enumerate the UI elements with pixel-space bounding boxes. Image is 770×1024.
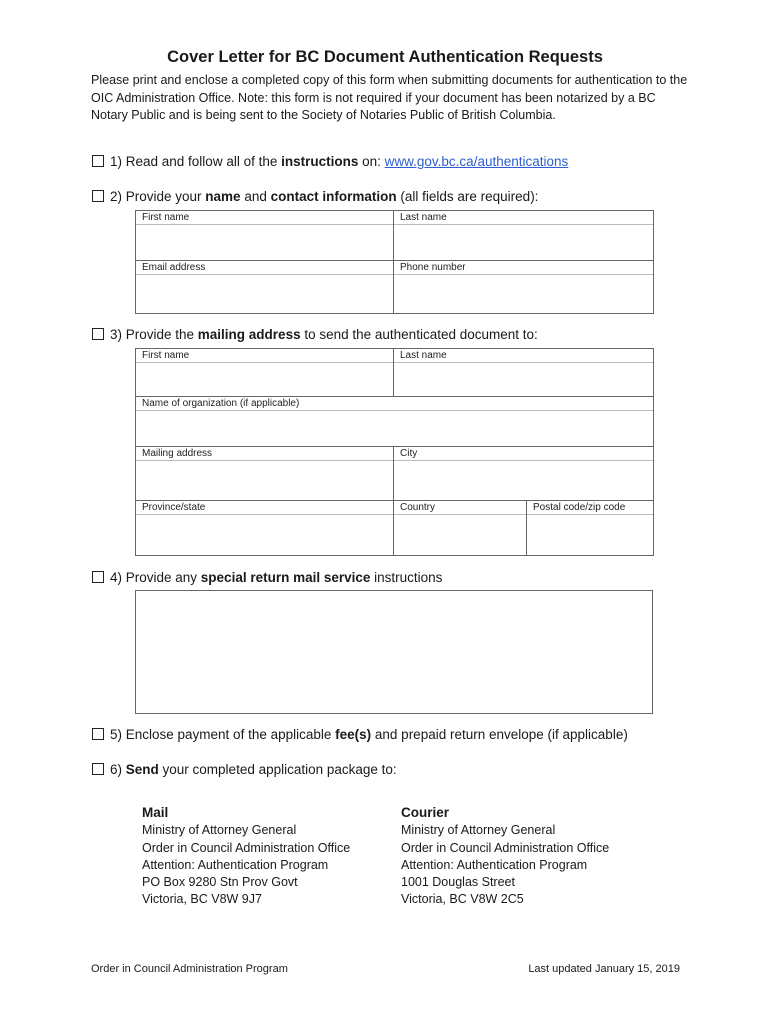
- step-4: [92, 570, 442, 585]
- mail-line: Order in Council Administration Office: [142, 840, 351, 855]
- mail-address-input[interactable]: [136, 461, 393, 483]
- mail-organization-input[interactable]: [136, 411, 653, 433]
- mail-organization-cell: [136, 397, 654, 447]
- step-2-bold-contact: contact information: [270, 189, 397, 204]
- contact-phone-label: Phone number: [394, 261, 653, 275]
- footer-right: Last updated January 15, 2019: [528, 963, 680, 975]
- contact-email-cell: [136, 261, 394, 314]
- step-5-checkbox[interactable]: [92, 728, 104, 740]
- mail-city-label: City: [394, 447, 653, 461]
- mail-country-cell: [394, 501, 527, 556]
- courier-line: Order in Council Administration Office: [401, 840, 610, 855]
- step-5-bold: fee(s): [335, 727, 372, 742]
- contact-first-name-input[interactable]: [136, 225, 393, 247]
- step-3-bold: mailing address: [197, 327, 301, 342]
- contact-info-table: [135, 210, 654, 314]
- contact-first-name-label: First name: [136, 211, 393, 225]
- mail-last-name-label: Last name: [394, 349, 653, 363]
- courier-line: Ministry of Attorney General: [401, 823, 556, 838]
- courier-line: Attention: Authentication Program: [401, 857, 588, 872]
- step-4-checkbox[interactable]: [92, 571, 104, 583]
- courier-heading: Courier: [401, 805, 450, 820]
- step-2-bold-name: name: [205, 189, 241, 204]
- courier-line: 1001 Douglas Street: [401, 875, 515, 890]
- contact-phone-cell: [394, 261, 654, 314]
- mail-first-name-label: First name: [136, 349, 393, 363]
- mail-postal-input[interactable]: [527, 515, 653, 537]
- mail-heading: Mail: [142, 805, 169, 820]
- mail-line: Attention: Authentication Program: [142, 857, 329, 872]
- mailing-address-table: [135, 348, 654, 556]
- contact-last-name-input[interactable]: [394, 225, 653, 247]
- step-1-text-post: on:: [358, 154, 385, 169]
- mail-address-block: [142, 804, 350, 909]
- step-5-text-post: and prepaid return envelope (if applicable): [371, 727, 628, 742]
- mail-province-cell: [136, 501, 394, 556]
- footer-left: Order in Council Administration Program: [91, 963, 288, 975]
- special-instructions-input[interactable]: [136, 591, 652, 713]
- intro-paragraph: Please print and enclose a completed copy of this form when submitting documents for authentication to the OIC Administration Office. Note: this form is not required if your document has been notarized by a BC Notary Public and is being sent to the Society of Notaries Public of British Columbia.: [91, 73, 688, 122]
- special-instructions-box: [135, 590, 653, 714]
- mail-organization-label: Name of organization (if applicable): [136, 397, 653, 411]
- authentications-link[interactable]: www.gov.bc.ca/authentications: [384, 154, 569, 169]
- step-1-bold: instructions: [281, 154, 359, 169]
- step-6-text-post: your completed application package to:: [158, 762, 397, 777]
- contact-email-input[interactable]: [136, 275, 393, 297]
- step-3-text-post: to send the authenticated document to:: [300, 327, 538, 342]
- page-title: Cover Letter for BC Document Authentication Requests: [167, 48, 603, 66]
- mail-line: Ministry of Attorney General: [142, 823, 297, 838]
- mail-postal-label: Postal code/zip code: [527, 501, 653, 515]
- step-2-text-mid: and: [240, 189, 271, 204]
- step-5-text: 5) Enclose payment of the applicable: [110, 727, 336, 742]
- contact-last-name-label: Last name: [394, 211, 653, 225]
- mail-address-cell: [136, 447, 394, 501]
- contact-email-label: Email address: [136, 261, 393, 275]
- mail-first-name-input[interactable]: [136, 363, 393, 385]
- step-2-text-post: (all fields are required):: [396, 189, 539, 204]
- mail-city-cell: [394, 447, 654, 501]
- mail-province-input[interactable]: [136, 515, 393, 537]
- contact-last-name-cell: [394, 211, 654, 261]
- step-6-bold: Send: [125, 762, 159, 777]
- mail-province-label: Province/state: [136, 501, 393, 515]
- step-1: [92, 154, 568, 169]
- step-1-checkbox[interactable]: [92, 155, 104, 167]
- step-2-text: 2) Provide your: [110, 189, 206, 204]
- step-6-checkbox[interactable]: [92, 763, 104, 775]
- mail-line: Victoria, BC V8W 9J7: [142, 892, 262, 907]
- step-5: [92, 727, 628, 742]
- step-3-checkbox[interactable]: [92, 328, 104, 340]
- mail-postal-cell: [527, 501, 654, 556]
- courier-line: Victoria, BC V8W 2C5: [401, 892, 524, 907]
- mail-city-input[interactable]: [394, 461, 653, 483]
- step-4-text: 4) Provide any: [110, 570, 201, 585]
- mail-line: PO Box 9280 Stn Prov Govt: [142, 875, 298, 890]
- mail-country-input[interactable]: [394, 515, 526, 537]
- contact-phone-input[interactable]: [394, 275, 653, 297]
- step-4-text-post: instructions: [370, 570, 443, 585]
- courier-address-block: [401, 804, 609, 909]
- step-6-text: 6): [110, 762, 126, 777]
- mail-last-name-cell: [394, 349, 654, 397]
- mail-country-label: Country: [394, 501, 526, 515]
- mail-address-label: Mailing address: [136, 447, 393, 461]
- step-2-checkbox[interactable]: [92, 190, 104, 202]
- step-1-text: 1) Read and follow all of the: [110, 154, 282, 169]
- mail-first-name-cell: [136, 349, 394, 397]
- contact-first-name-cell: [136, 211, 394, 261]
- step-3-text: 3) Provide the: [110, 327, 198, 342]
- mail-last-name-input[interactable]: [394, 363, 653, 385]
- step-6: [92, 762, 397, 777]
- step-4-bold: special return mail service: [200, 570, 371, 585]
- step-2: [92, 189, 538, 204]
- step-3: [92, 327, 538, 342]
